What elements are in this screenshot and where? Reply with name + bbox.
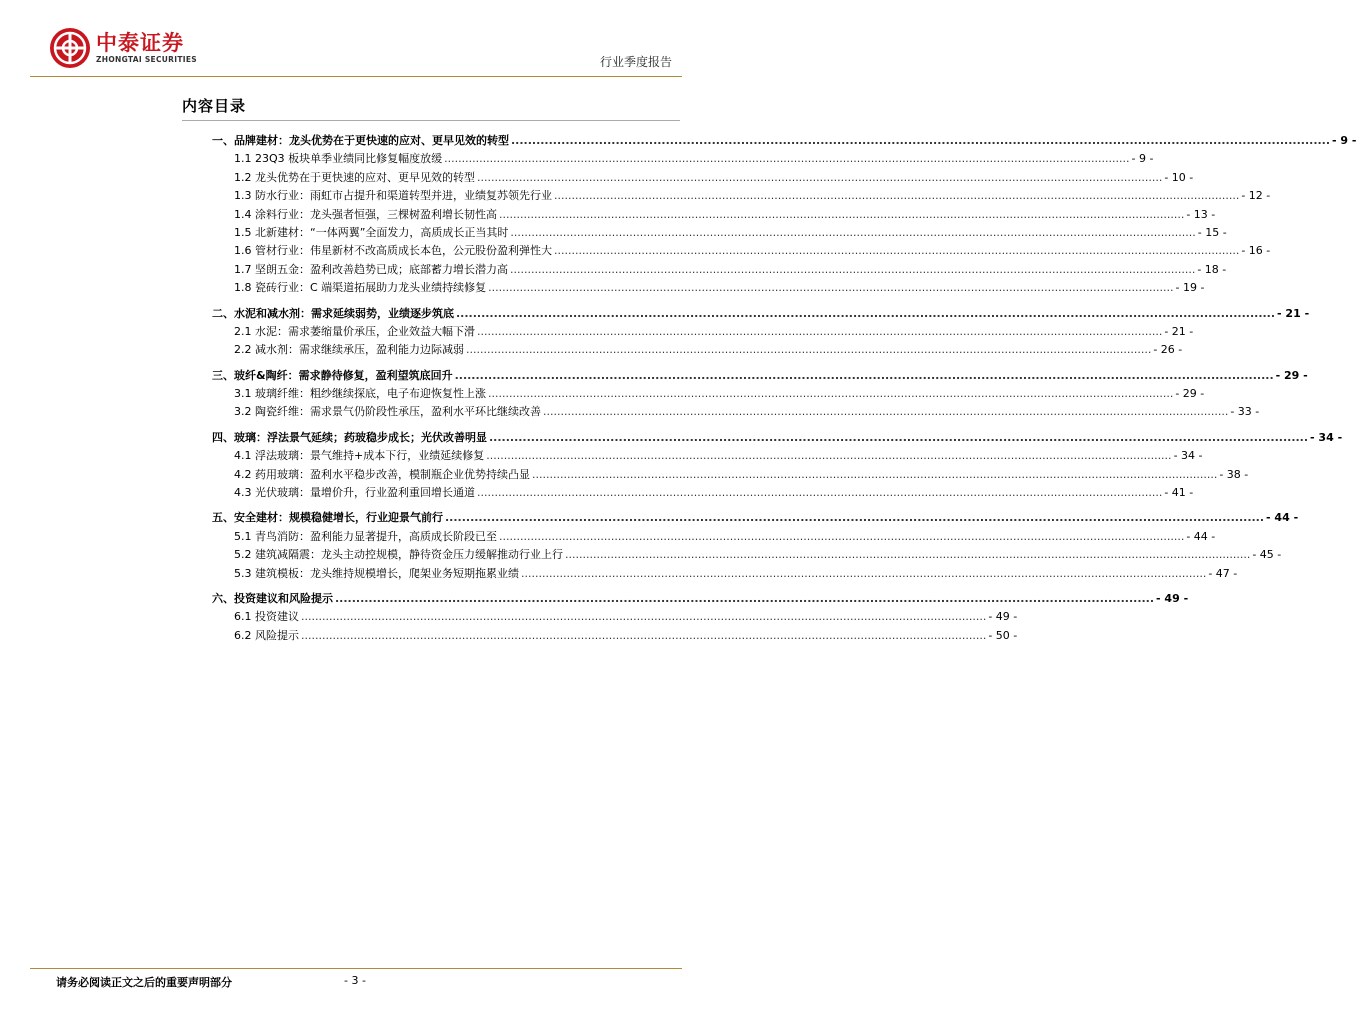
toc-entry-title: 1.7 坚朗五金：盈利改善趋势已成；底部蓄力增长潜力高 xyxy=(234,262,508,276)
toc-entry[interactable] xyxy=(212,447,1203,465)
toc-entry[interactable] xyxy=(212,385,1205,403)
toc-entry-title: 1.8 瓷砖行业：C 端渠道拓展助力龙头业绩持续修复 xyxy=(234,281,487,295)
toc-entry-title: 三、玻纤&陶纤：需求静待修复，盈利望筑底回升 xyxy=(212,368,453,382)
toc-page-number: - 19 - xyxy=(1175,281,1205,295)
toc-entry-title: 4.1 浮法玻璃：景气维持+成本下行，业绩延续修复 xyxy=(234,449,485,463)
toc-dot-leader xyxy=(511,134,1330,147)
toc-page-number: - 21 - xyxy=(1277,306,1310,320)
toc-entry-title: 二、水泥和减水剂：需求延续弱势，业绩逐步筑底 xyxy=(212,306,454,320)
toc-section-heading[interactable] xyxy=(212,132,1356,150)
toc-page-number: - 29 - xyxy=(1175,387,1205,401)
toc-dot-leader xyxy=(499,530,1184,543)
toc-section-heading[interactable] xyxy=(212,367,1308,385)
toc-section-heading[interactable] xyxy=(212,305,1310,323)
toc-entry-title: 4.2 药用玻璃：盈利水平稳步改善，模制瓶企业优势持续凸显 xyxy=(234,467,530,481)
toc-entry-title: 一、品牌建材：龙头优势在于更快速的应对、更早见效的转型 xyxy=(212,134,509,147)
toc-dot-leader xyxy=(477,171,1162,184)
toc-page-number: - 18 - xyxy=(1197,262,1227,276)
toc-entry[interactable] xyxy=(212,403,1260,421)
toc-dot-leader xyxy=(486,449,1171,462)
toc-entry[interactable] xyxy=(212,242,1271,260)
toc-page-number: - 49 - xyxy=(988,610,1018,624)
toc-dot-leader xyxy=(510,263,1195,276)
toc-dot-leader xyxy=(335,592,1154,605)
toc-page-number: - 49 - xyxy=(1156,591,1189,605)
toc-section-heading[interactable] xyxy=(212,429,1343,447)
toc-page-number: - 26 - xyxy=(1153,343,1183,357)
toc-entry[interactable] xyxy=(212,169,1194,187)
toc-entry-title: 4.3 光伏玻璃：量增价升，行业盈利重回增长通道 xyxy=(234,486,475,500)
toc-page-number: - 16 - xyxy=(1241,244,1271,258)
toc-title-divider xyxy=(182,120,680,121)
company-logo xyxy=(50,28,197,68)
toc-entry[interactable] xyxy=(212,150,1154,168)
toc-dot-leader xyxy=(521,567,1206,580)
toc-section xyxy=(212,429,1343,503)
toc-page-number: - 34 - xyxy=(1173,449,1203,463)
toc-entry-title: 5.1 青鸟消防：盈利能力显著提升，高质成长阶段已至 xyxy=(234,529,497,543)
toc-page-number: - 45 - xyxy=(1252,548,1282,562)
toc-entry[interactable] xyxy=(212,528,1216,546)
toc-dot-leader xyxy=(554,189,1239,202)
footer-divider xyxy=(30,968,682,969)
toc-entry-title: 1.2 龙头优势在于更快速的应对、更早见效的转型 xyxy=(234,170,475,184)
toc-entry-title: 5.3 建筑模板：龙头维持规模增长，爬架业务短期拖累业绩 xyxy=(234,566,519,580)
toc-section xyxy=(212,367,1308,422)
toc-page-number: - 38 - xyxy=(1219,467,1249,481)
toc-dot-leader xyxy=(565,548,1250,561)
logo-chinese-name: 中泰证券 xyxy=(96,31,184,55)
toc-dot-leader xyxy=(444,152,1129,165)
toc-dot-leader xyxy=(488,387,1173,400)
toc-dot-leader xyxy=(456,307,1275,320)
toc-entry[interactable] xyxy=(212,565,1238,583)
toc-dot-leader xyxy=(532,468,1217,481)
toc-section-heading[interactable] xyxy=(212,509,1299,527)
toc-section xyxy=(212,132,1356,298)
toc-entry[interactable] xyxy=(212,206,1216,224)
toc-entry-title: 四、玻璃：浮法景气延续；药玻稳步成长；光伏改善明显 xyxy=(212,430,487,444)
toc-page-number: - 9 - xyxy=(1332,134,1356,147)
logo-english-name: ZHONGTAI SECURITIES xyxy=(96,55,197,64)
toc-page-number: - 33 - xyxy=(1230,405,1260,419)
toc-section xyxy=(212,305,1310,360)
toc-entry[interactable] xyxy=(212,341,1183,359)
toc-entry[interactable] xyxy=(212,279,1205,297)
toc-dot-leader xyxy=(543,405,1228,418)
toc-page-number: - 34 - xyxy=(1310,430,1343,444)
toc-entry-title: 6.2 风险提示 xyxy=(234,628,299,642)
toc-entry[interactable] xyxy=(212,323,1194,341)
toc-entry-title: 六、投资建议和风险提示 xyxy=(212,591,333,605)
toc-dot-leader xyxy=(499,208,1184,221)
toc-dot-leader xyxy=(477,325,1162,338)
toc-entry[interactable] xyxy=(212,608,1018,626)
toc-entry-title: 1.1 23Q3 板块单季业绩同比修复幅度放缓 xyxy=(234,152,443,166)
toc-section xyxy=(212,590,1189,645)
toc-entry-title: 3.2 陶瓷纤维：需求景气仍阶段性承压，盈利水平环比继续改善 xyxy=(234,405,541,419)
toc-entry-title: 3.1 玻璃纤维：粗纱继续探底，电子布迎恢复性上涨 xyxy=(234,387,486,401)
toc-entry[interactable] xyxy=(212,187,1271,205)
toc-dot-leader xyxy=(510,226,1195,239)
toc-entry[interactable] xyxy=(212,466,1249,484)
toc-entry-title: 1.3 防水行业：雨虹市占提升和渠道转型并进，业绩复苏领先行业 xyxy=(234,189,552,203)
toc-dot-leader xyxy=(477,486,1162,499)
toc-page-number: - 21 - xyxy=(1164,324,1194,338)
toc-page-number: - 29 - xyxy=(1275,368,1308,382)
toc-dot-leader xyxy=(488,281,1173,294)
toc-entry-title: 2.1 水泥：需求萎缩量价承压，企业效益大幅下滑 xyxy=(234,324,475,338)
toc-dot-leader xyxy=(301,610,986,623)
toc-entry-title: 5.2 建筑减隔震：龙头主动控规模，静待资金压力缓解推动行业上行 xyxy=(234,548,563,562)
toc-page-number: - 44 - xyxy=(1266,511,1299,525)
toc-dot-leader xyxy=(466,343,1151,356)
toc-section xyxy=(212,509,1299,583)
toc-page-number: - 15 - xyxy=(1197,225,1227,239)
toc-title: 内容目录 xyxy=(182,97,247,115)
toc-section-heading[interactable] xyxy=(212,590,1189,608)
toc-entry-title: 1.6 管材行业：伟星新材不改高质成长本色，公元股份盈利弹性大 xyxy=(234,244,552,258)
company-logo-icon xyxy=(50,28,90,68)
toc-entry[interactable] xyxy=(212,546,1282,564)
toc-entry-title: 2.2 减水剂：需求继续承压，盈利能力边际减弱 xyxy=(234,343,464,357)
toc-page-number: - 50 - xyxy=(988,628,1018,642)
toc-page-number: - 41 - xyxy=(1164,486,1194,500)
toc-page-number: - 9 - xyxy=(1131,152,1154,166)
report-type-label: 行业季度报告 xyxy=(599,55,672,69)
toc-entry[interactable] xyxy=(212,484,1194,502)
toc-entry-title: 6.1 投资建议 xyxy=(234,610,299,624)
toc-page-number: - 47 - xyxy=(1208,566,1238,580)
toc-dot-leader xyxy=(301,629,986,642)
toc-page-number: - 12 - xyxy=(1241,189,1271,203)
toc-entry[interactable] xyxy=(212,261,1227,279)
toc-entry-title: 五、安全建材：规模稳健增长，行业迎景气前行 xyxy=(212,511,443,525)
toc-page-number: - 13 - xyxy=(1186,207,1216,221)
toc-page-number: - 44 - xyxy=(1186,529,1216,543)
toc-entry[interactable] xyxy=(212,627,1018,645)
table-of-contents xyxy=(212,132,1356,652)
toc-entry[interactable] xyxy=(212,224,1227,242)
header-divider xyxy=(30,76,682,77)
page-number: - 3 - xyxy=(344,974,366,987)
toc-page-number: - 10 - xyxy=(1164,170,1194,184)
toc-dot-leader xyxy=(554,244,1239,257)
toc-dot-leader xyxy=(489,431,1308,444)
toc-entry-title: 1.5 北新建材：“一体两翼”全面发力，高质成长正当其时 xyxy=(234,225,509,239)
toc-dot-leader xyxy=(455,369,1274,382)
footer-disclaimer: 请务必阅读正文之后的重要声明部分 xyxy=(56,976,232,989)
toc-entry-title: 1.4 涂料行业：龙头强者恒强，三棵树盈利增长韧性高 xyxy=(234,207,497,221)
toc-dot-leader xyxy=(445,511,1264,524)
